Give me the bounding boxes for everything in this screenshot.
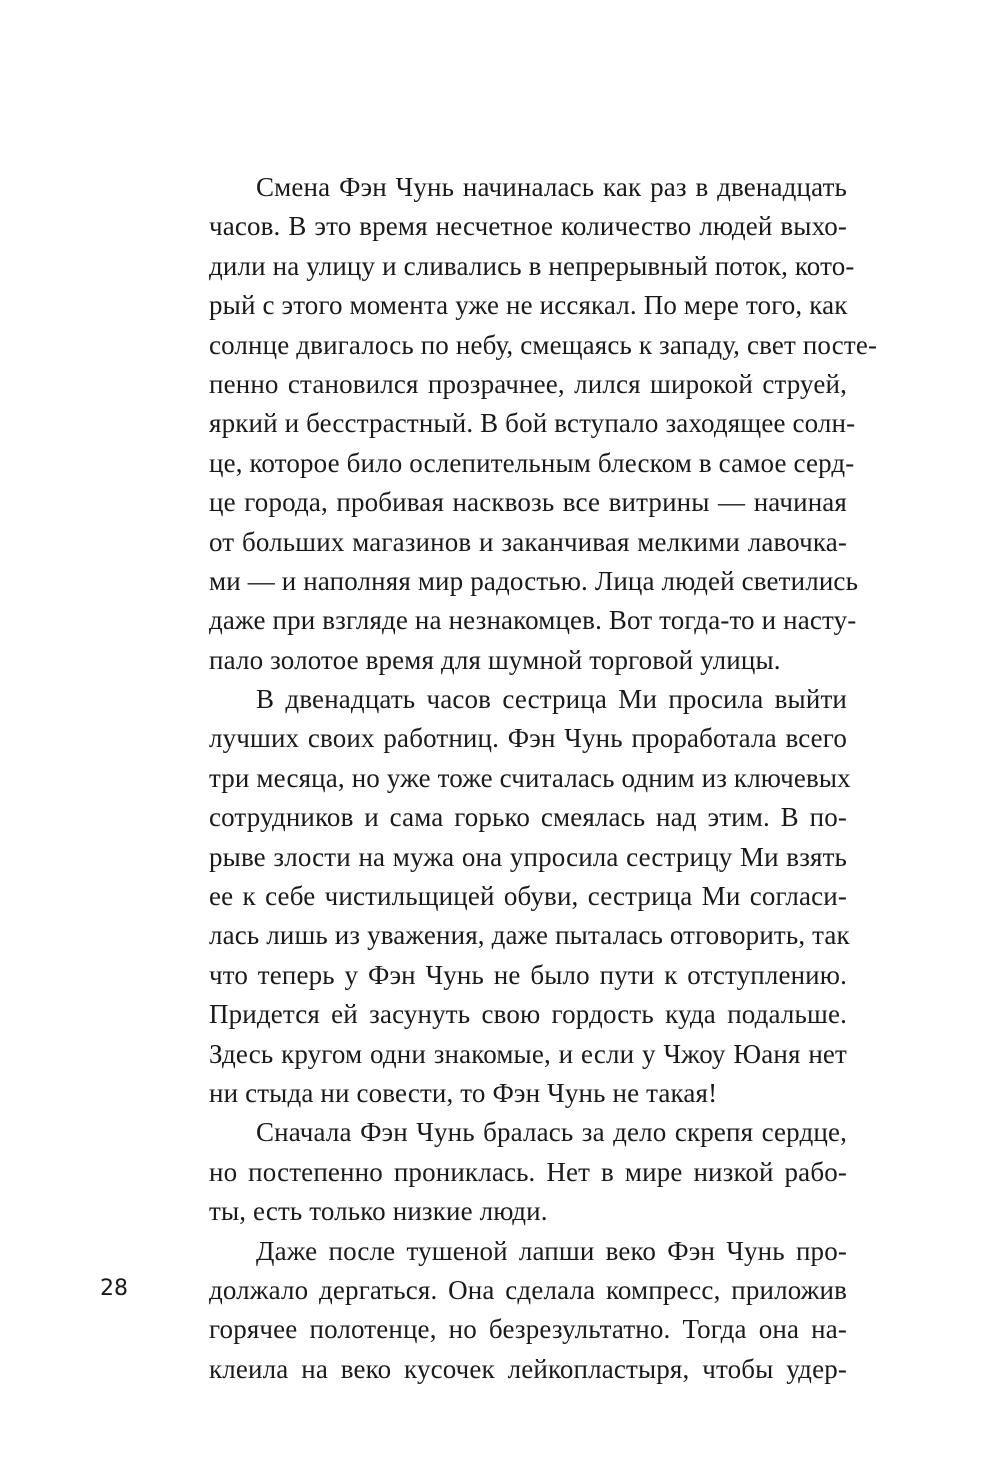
text-line: це города, пробивая насквозь все витрины — начиная: [209, 487, 847, 518]
body-text: [209, 168, 878, 1389]
text-line: лась лишь из уважения, даже пыталась отговорить, так: [209, 920, 850, 951]
text-line: клеила на веко кусочек лейкопластыря, чтобы удер-: [209, 1353, 847, 1384]
text-line: пало золотое время для шумной торговой улицы.: [209, 644, 781, 675]
text-line: рыве злости на мужа она упросила сестрицу Ми взять: [209, 841, 847, 872]
text-line: солнце двигалось по небу, смещаясь к западу, свет посте-: [209, 329, 878, 360]
text-line: часов. В это время несчетное количество людей выхо-: [209, 211, 847, 242]
text-line: Придется ей засунуть свою гордость куда подальше.: [209, 999, 847, 1030]
text-line: дили на улицу и сливались в непрерывный поток, кото-: [209, 250, 855, 281]
text-line: горячее полотенце, но безрезультатно. Тогда она на-: [209, 1314, 847, 1345]
text-line: ее к себе чистильщицей обуви, сестрица Ми согласи-: [209, 881, 847, 912]
text-line: рый с этого момента уже не иссякал. По мере того, как: [209, 290, 848, 321]
text-line: це, которое било ослепительным блеском в самое серд-: [209, 447, 855, 478]
text-line: Здесь кругом одни знакомые, и если у Чжоу Юаня нет: [209, 1038, 847, 1069]
text-line: Даже после тушеной лапши веко Фэн Чунь про-: [256, 1235, 847, 1266]
text-line: яркий и бесстрастный. В бой вступало заходящее солн-: [209, 408, 856, 439]
text-line: Сначала Фэн Чунь бралась за дело скрепя сердце,: [256, 1117, 847, 1148]
text-line: пенно становился прозрачнее, лился широкой струей,: [209, 368, 847, 399]
text-line: три месяца, но уже тоже считалась одним из ключевых: [209, 762, 851, 793]
text-line: что теперь у Фэн Чунь не было пути к отступлению.: [209, 959, 847, 990]
text-line: лучших своих работниц. Фэн Чунь проработала всего: [209, 723, 847, 754]
text-line: но постепенно прониклась. Нет в мире низкой рабо-: [209, 1156, 847, 1187]
text-line: даже при взгляде на незнакомцев. Вот тогда-то и насту-: [209, 605, 857, 636]
text-line: ми — и наполняя мир радостью. Лица людей светились: [209, 565, 859, 596]
text-line: от больших магазинов и заканчивая мелкими лавочка-: [209, 526, 847, 557]
text-line: должало дергаться. Она сделала компресс, приложив: [209, 1274, 847, 1305]
text-line: ты, есть только низкие люди.: [209, 1196, 548, 1227]
text-line: ни стыда ни совести, то Фэн Чунь не такая!: [209, 1077, 718, 1108]
text-line: Смена Фэн Чунь начиналась как раз в двенадцать: [256, 172, 847, 202]
page-number: 28: [100, 1276, 128, 1301]
text-line: сотрудников и сама горько смеялась над этим. В по-: [209, 802, 847, 833]
text-line: В двенадцать часов сестрица Ми просила выйти: [256, 684, 847, 715]
